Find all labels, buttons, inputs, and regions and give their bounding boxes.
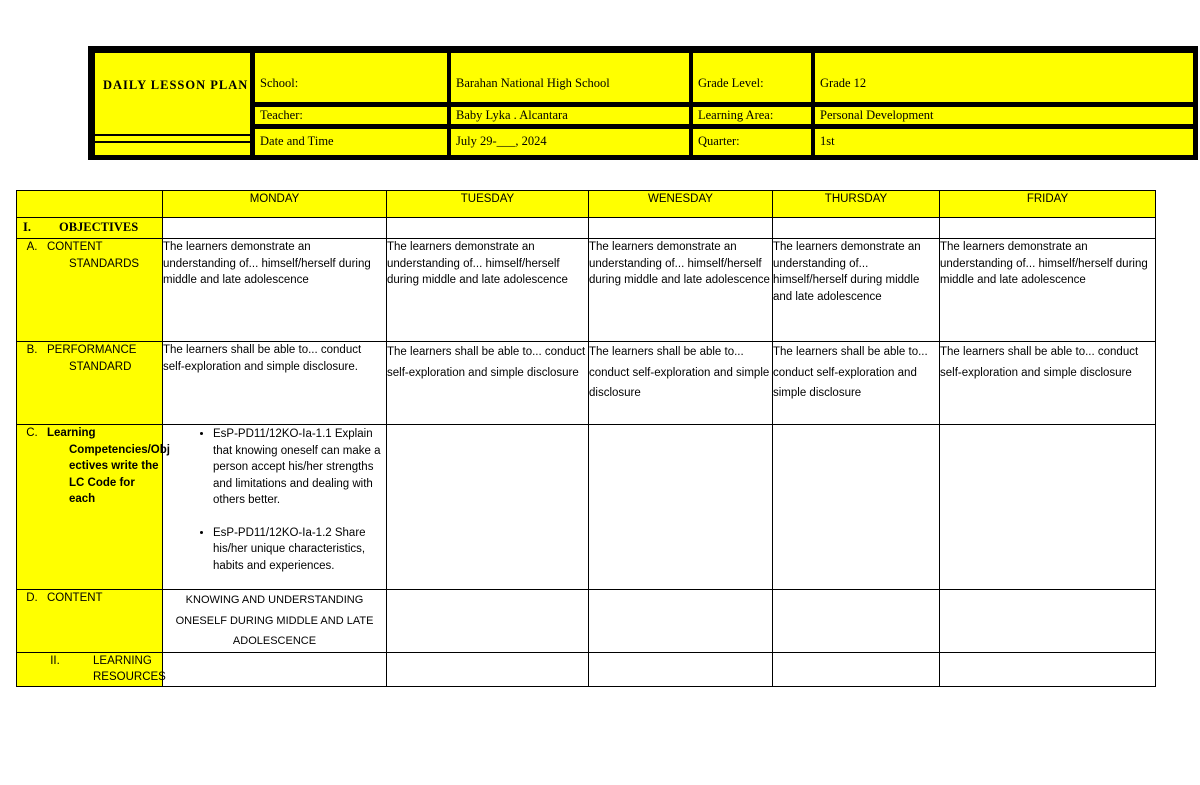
row-label: CONTENT bbox=[47, 241, 103, 253]
learning-resources-cell bbox=[163, 652, 387, 686]
content-label-cell bbox=[17, 590, 163, 653]
performance-standard-label-cell bbox=[17, 342, 163, 425]
area-value-cell bbox=[815, 107, 1193, 124]
learning-resources-label-cell bbox=[17, 652, 166, 686]
date-label-cell bbox=[255, 129, 447, 155]
content-standards-cell: The learners demonstrate an understanding of... himself/herself during middle and late adolescence bbox=[940, 239, 1156, 342]
date-value-cell bbox=[451, 129, 689, 155]
objectives-row bbox=[17, 218, 1156, 239]
date-value: July 29-___, 2024 bbox=[456, 134, 547, 148]
competencies-cell bbox=[589, 425, 773, 590]
row-label-continued: RESOURCES bbox=[93, 671, 166, 683]
quarter-label-cell bbox=[693, 129, 811, 155]
grade-value: Grade 12 bbox=[820, 76, 867, 90]
row-label: CONTENT bbox=[47, 592, 103, 604]
objectives-label: OBJECTIVES bbox=[59, 220, 139, 234]
row-label: PERFORMANCE bbox=[47, 344, 137, 356]
objectives-cell bbox=[387, 218, 589, 239]
objectives-cell bbox=[589, 218, 773, 239]
content-cell bbox=[387, 590, 589, 653]
school-value-cell bbox=[451, 53, 689, 102]
teacher-label: Teacher: bbox=[260, 108, 303, 122]
learning-resources-cell bbox=[773, 652, 940, 686]
teacher-value-cell bbox=[451, 107, 689, 124]
area-label-cell bbox=[693, 107, 811, 124]
row-roman: II. bbox=[50, 654, 60, 667]
area-value: Personal Development bbox=[820, 108, 934, 122]
row-letter: B. bbox=[26, 344, 38, 356]
school-label-cell bbox=[255, 53, 447, 102]
learning-resources-cell bbox=[589, 652, 773, 686]
learning-resources-cell bbox=[940, 652, 1156, 686]
grade-label: Grade Level: bbox=[698, 76, 764, 90]
competency-item: • EsP-PD11/12KO-Ia-1.2 Share his/her unique characteristics, habits and experiences. bbox=[213, 525, 386, 575]
content-standards-cell: The learners demonstrate an understanding of... himself/herself during middle and late adolescence bbox=[387, 239, 589, 342]
competency-item: • EsP-PD11/12KO-Ia-1.1 Explain that knowing oneself can make a person accept his/her strengths and limitations and dealing with others better. bbox=[213, 426, 386, 509]
school-value: Barahan National High School bbox=[456, 76, 610, 90]
grade-label-cell bbox=[693, 53, 811, 102]
day-tuesday: TUESDAY bbox=[387, 191, 589, 218]
grade-value-cell bbox=[815, 53, 1193, 102]
row-label-continued: LC Code for each bbox=[69, 476, 135, 505]
performance-standard-cell: The learners shall be able to... conduct self-exploration and simple disclosure. bbox=[163, 342, 387, 425]
row-label: Learning bbox=[47, 427, 96, 439]
row-letter: D. bbox=[26, 592, 38, 604]
row-label-continued: ectives write the bbox=[69, 460, 159, 472]
competencies-row bbox=[17, 425, 1156, 590]
competency-list bbox=[163, 426, 386, 574]
objectives-label-cell bbox=[17, 218, 163, 239]
quarter-value-cell bbox=[815, 129, 1193, 155]
competencies-cell bbox=[387, 425, 589, 590]
competencies-cell bbox=[773, 425, 940, 590]
day-monday: MONDAY bbox=[163, 191, 387, 218]
date-label: Date and Time bbox=[260, 134, 334, 148]
content-cell bbox=[773, 590, 940, 653]
row-label-continued: Competencies/Obj bbox=[69, 443, 170, 456]
competencies-label-cell bbox=[17, 425, 170, 590]
performance-standard-cell: The learners shall be able to... conduct self-exploration and simple disclosure bbox=[589, 342, 773, 425]
day-friday: FRIDAY bbox=[940, 191, 1156, 218]
day-wednesday: WENESDAY bbox=[589, 191, 773, 218]
lesson-plan-table bbox=[16, 190, 1156, 687]
content-standards-row bbox=[17, 239, 1156, 342]
objectives-cell bbox=[163, 218, 387, 239]
lesson-plan-header bbox=[88, 46, 1198, 160]
row-label-continued: STANDARDS bbox=[69, 257, 140, 270]
corner-cell bbox=[17, 191, 163, 218]
day-thursday: THURSDAY bbox=[773, 191, 940, 218]
row-letter: A. bbox=[26, 241, 38, 253]
content-standards-cell: The learners demonstrate an understanding of... himself/herself during middle and late adolescence bbox=[163, 239, 387, 342]
day-header-row bbox=[17, 191, 1156, 218]
quarter-label: Quarter: bbox=[698, 134, 740, 148]
header-title: DAILY LESSON PLAN bbox=[95, 53, 250, 134]
header-title-strip bbox=[95, 143, 250, 155]
quarter-value: 1st bbox=[820, 134, 835, 148]
header-title-strip bbox=[95, 136, 250, 141]
performance-standard-cell: The learners shall be able to... conduct self-exploration and simple disclosure bbox=[387, 342, 589, 425]
content-cell bbox=[940, 590, 1156, 653]
content-standards-cell: The learners demonstrate an understanding of... himself/herself during middle and late adolescence bbox=[589, 239, 773, 342]
learning-resources-row bbox=[17, 652, 1156, 686]
content-row bbox=[17, 590, 1156, 653]
row-label-continued: STANDARD bbox=[69, 360, 132, 373]
teacher-value: Baby Lyka . Alcantara bbox=[456, 108, 568, 122]
teacher-label-cell bbox=[255, 107, 447, 124]
performance-standard-row bbox=[17, 342, 1156, 425]
content-cell: KNOWING AND UNDERSTANDING ONESELF DURING MIDDLE AND LATE ADOLESCENCE bbox=[163, 590, 387, 653]
objectives-cell bbox=[773, 218, 940, 239]
content-standards-cell: The learners demonstrate an understanding of... himself/herself during middle and late adolescence bbox=[773, 239, 940, 342]
objectives-cell bbox=[940, 218, 1156, 239]
row-letter: C. bbox=[26, 427, 38, 439]
content-standards-label-cell bbox=[17, 239, 163, 342]
performance-standard-cell: The learners shall be able to... conduct self-exploration and simple disclosure bbox=[940, 342, 1156, 425]
school-label: School: bbox=[260, 76, 299, 90]
row-label: LEARNING bbox=[93, 654, 152, 667]
competencies-cell bbox=[163, 425, 387, 590]
learning-resources-cell bbox=[387, 652, 589, 686]
objectives-roman: I. bbox=[23, 220, 31, 234]
competencies-cell bbox=[940, 425, 1156, 590]
content-cell bbox=[589, 590, 773, 653]
area-label: Learning Area: bbox=[698, 108, 774, 122]
performance-standard-cell: The learners shall be able to... conduct self-exploration and simple disclosure bbox=[773, 342, 940, 425]
